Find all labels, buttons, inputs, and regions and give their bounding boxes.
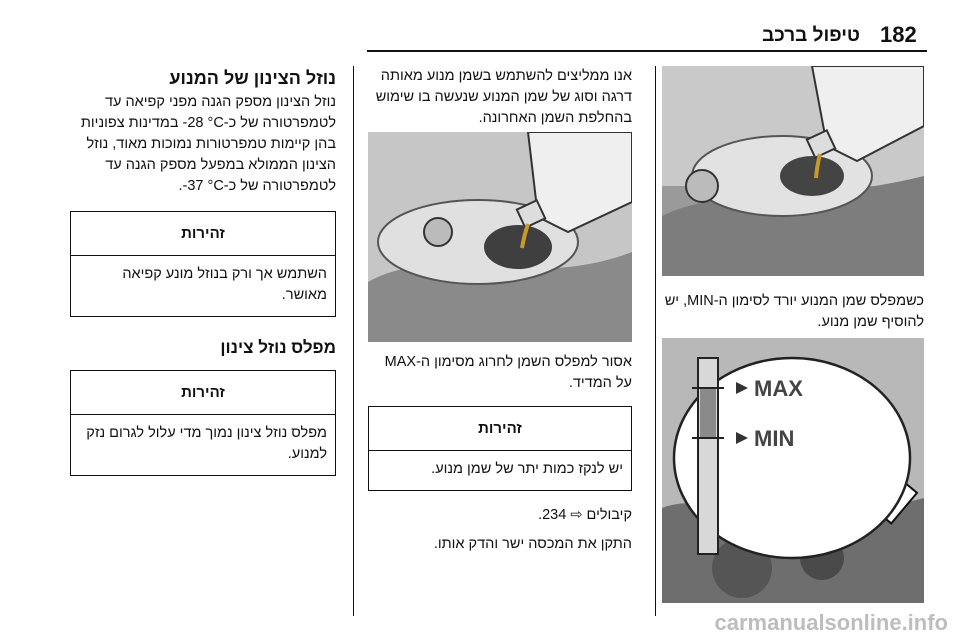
reference-text: קיבולים [586,507,632,523]
coolant-level-heading: מפלס נוזל צינון [220,338,336,357]
column-divider-2 [353,66,354,616]
capacities-reference: קיבולים ⇨ 234. [538,507,632,523]
oil-refill-photo [662,66,924,276]
page-header [0,18,960,54]
warning-body: מפלס נוזל צינון נמוך מדי עלול לגרום נזק למנוע. [86,425,327,462]
column-divider-1 [655,66,656,616]
middle-column-body [368,352,632,555]
caption-max: אסור למפלס השמן לחרוג מסימון ה-MAX על המדיד. [384,354,632,391]
warning-body: השתמש אך ורק בנוזל מונע קפיאה מאושר. [122,266,327,303]
left-column-text [662,291,924,333]
reference-page: 234 [542,507,567,523]
warning-box-low-coolant [70,370,336,476]
page-number: 182 [880,22,917,47]
warning-box-excess-oil [368,406,632,491]
caption-refill: כשמפלס שמן המנוע יורד לסימון ה-MIN, יש להוסיף שמן מנוע. [664,293,924,330]
coolant-paragraph: נוזל הצינון מספק הגנה מפני קפיאה עד לטמפרטורה של כ-‎-28 °C‎ במדינות צפוניות בהן קיימות טמפרטורות נמוכות מאוד, נוזל הצינון הממולא במפעל מספק הגנה עד לטמפרטורה של כ-‎-37 °C‎. [80,94,336,194]
arrow-ref-icon: ⇨ [570,507,583,523]
intro-paragraph: אנו ממליצים להשתמש בשמן מנוע מאותה דרגה וסוג של שמן המנוע שנעשה בו שימוש בהחלפת השמן האחרונה. [375,68,632,126]
right-column [70,66,336,476]
coolant-heading: נוזל הצינון של המנוע [169,68,336,88]
warning-box-antifreeze [70,211,336,317]
watermark: carmanualsonline.info [714,610,948,635]
warning-title: זהירות [369,407,631,451]
warning-title: זהירות [71,212,335,256]
warning-body: יש לנקז כמות יתר של שמן מנוע. [431,461,623,477]
oil-pouring-photo [368,132,632,342]
close-cap-instruction: התקן את המכסה ישר והדק אותו. [433,536,632,552]
max-mark-label: MAX [754,376,803,401]
dipstick-photo [662,338,924,603]
warning-title: זהירות [71,371,335,415]
min-mark-label: MIN [754,426,795,451]
header-rule [367,50,927,52]
middle-column-text [368,66,632,129]
section-title: טיפול ברכב [762,25,860,46]
